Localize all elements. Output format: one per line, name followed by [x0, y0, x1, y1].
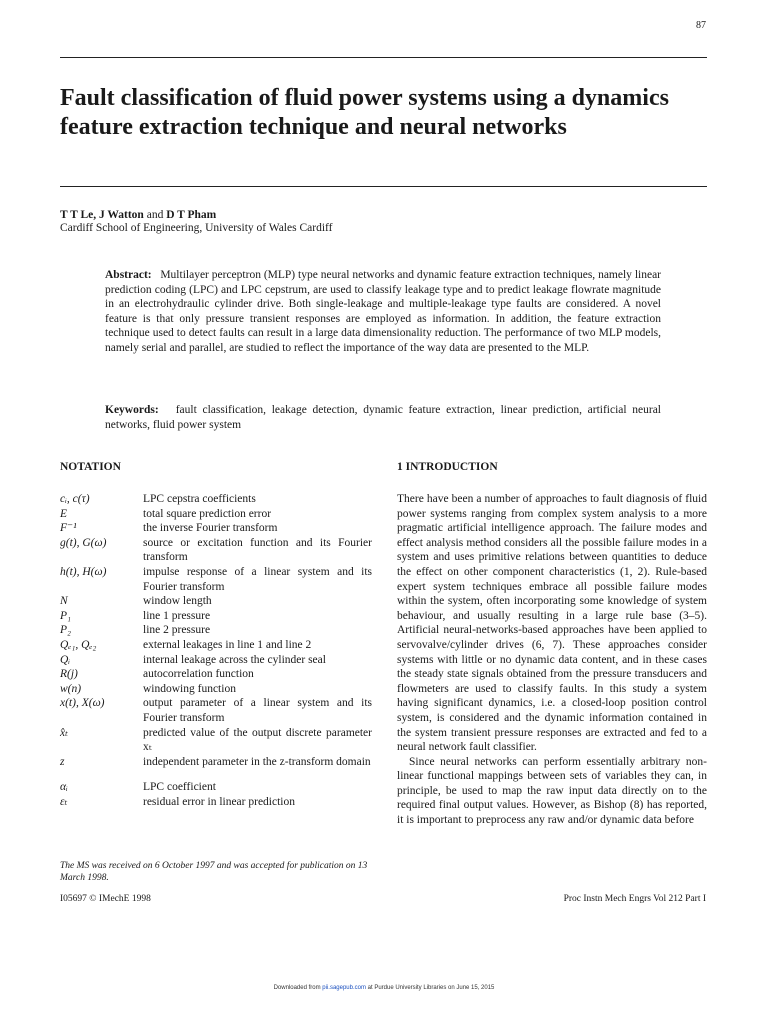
download-link[interactable]: pii.sagepub.com — [322, 985, 366, 991]
notation-symbol: P₂ — [60, 624, 72, 637]
notation-row — [60, 638, 372, 653]
notation-description: window length — [143, 595, 212, 608]
notation-description: impulse response of a linear system and its Fourier transform — [143, 565, 372, 593]
introduction-body — [397, 492, 707, 828]
notation-symbol: cᵢ, c(τ) — [60, 493, 90, 505]
notation-row — [60, 696, 372, 725]
notation-row — [60, 521, 372, 536]
notation-row — [60, 795, 372, 810]
notation-row — [60, 536, 372, 565]
notation-description: predicted value of the output discrete parameter xₜ — [143, 726, 372, 754]
notation-symbol: h(t), H(ω) — [60, 565, 107, 578]
notation-description: windowing function — [143, 682, 236, 695]
notation-description: output parameter of a linear system and its Fourier transform — [143, 697, 372, 724]
title-rule — [60, 186, 707, 187]
authors-last: D T Pham — [166, 209, 217, 221]
top-rule — [60, 57, 707, 58]
notation-row — [60, 780, 372, 795]
keywords-label: Keywords: — [105, 404, 159, 416]
download-suffix: at Purdue University Libraries on June 15, 2015 — [365, 985, 495, 991]
notation-row — [60, 667, 372, 682]
notation-symbol: Qᵢ — [60, 653, 71, 666]
notation-symbol: P₁ — [60, 609, 72, 622]
intro-paragraph-2: Since neural networks can perform essentially arbitrary non-linear functional mappings between sets of variables they can, in principle, be used to map the raw input data directly on to the required final output values. However, as Bishop (8) has reported, it is important to preprocess any raw and/or dynamic data before — [397, 755, 707, 827]
notation-description: source or excitation function and its Fourier transform — [143, 536, 372, 564]
notation-symbol: x(t), X(ω) — [60, 697, 105, 710]
authors-first: T T Le, J Watton — [60, 209, 144, 221]
notation-row — [60, 565, 372, 594]
notation-symbol: w(n) — [60, 682, 82, 695]
notation-description: external leakages in line 1 and line 2 — [143, 638, 312, 651]
notation-heading: NOTATION — [60, 461, 121, 473]
notation-symbol: N — [60, 595, 68, 608]
notation-symbol: E — [60, 507, 68, 520]
notation-row — [60, 623, 372, 638]
notation-description: total square prediction error — [143, 507, 272, 520]
notation-description: internal leakage across the cylinder seal — [143, 653, 326, 666]
paper-title: Fault classification of fluid power systems using a dynamics feature extraction technique and neural networks — [60, 85, 669, 140]
notation-description: LPC cepstra coefficients — [143, 493, 256, 505]
authors-and: and — [143, 209, 167, 221]
received-note: The MS was received on 6 October 1997 and was accepted for publication on 13 March 1998. — [60, 861, 368, 883]
notation-symbol: F⁻¹ — [60, 522, 77, 535]
notation-row — [60, 653, 372, 668]
notation-row — [60, 755, 372, 770]
abstract-text: Multilayer perceptron (MLP) type neural networks and dynamic feature extraction techniques, namely linear prediction coding (LPC) and LPC cepstrum, are used to classify leakage type and to predict leakage flowrate magnitude in an electrohydraulic cylinder drive. Both single-leakage and multiple-leakage type faults are considered. A novel feature is that only pressure transient responses are employed as information. In addition, the feature extraction technique used to detect faults can result in a large data dimensionality reduction. The performance of two MLP models, namely serial and parallel, are studied to reflect the importance of the way data are presented to the MLP. — [105, 269, 662, 354]
notation-symbol: R(j) — [60, 668, 78, 681]
notation-description: LPC coefficient — [143, 781, 216, 794]
notation-row — [60, 594, 372, 609]
notation-row — [60, 507, 372, 522]
notation-description: autocorrelation function — [143, 668, 254, 681]
authors — [60, 208, 216, 223]
intro-heading: 1 INTRODUCTION — [397, 461, 498, 473]
intro-paragraph-1: There have been a number of approaches to fault diagnosis of fluid power systems ranging from complex system analysis to a more pragmatic artificial intelligence approach. The failure modes and effect analysis method considers all the possible failure modes in a system and uses primitive relations between quantities to deduce the effect on other component characteristics (1, 2). Rule-based expert system techniques embrace all possible failure modes within the system, often incorporating some knowledge of system behaviour, and usually resulting in a large rule base (3–5). Artificial neural-networks-based approaches have been applied to servovalve/cylinder drives (6, 7). These approaches consider systems with little or no dynamic data content, and in these cases the steady state signals obtained from the pressure transducers and flowmeters are used to classify faults. In this study a system having significant dynamics, i.e. a closed-loop position control system, is considered and the dynamic information contained in the system transient pressure responses are extracted and fed to a neural network fault classifier. — [397, 493, 707, 754]
notation-row — [60, 492, 372, 507]
notation-row — [60, 726, 372, 755]
notation-symbol: Qₑ₁, Qₑ₂ — [60, 638, 97, 651]
notation-row — [60, 609, 372, 624]
abstract — [105, 268, 661, 356]
notation-description: line 2 pressure — [143, 624, 211, 637]
notation-symbol: g(t), G(ω) — [60, 536, 107, 549]
notation-symbol: x̂ₜ — [60, 726, 68, 739]
notation-list — [60, 492, 372, 809]
keywords-text: fault classification, leakage detection, dynamic feature extraction, linear prediction, artificial neural networks, fluid power system — [105, 404, 662, 431]
notation-symbol: εₜ — [60, 795, 68, 808]
footer-copyright: I05697 © IMechE 1998 — [60, 894, 151, 904]
notation-description: residual error in linear prediction — [143, 795, 295, 808]
notation-row — [60, 682, 372, 697]
notation-description: the inverse Fourier transform — [143, 522, 278, 535]
footer-journal: Proc Instn Mech Engrs Vol 212 Part I — [563, 894, 706, 904]
notation-description: line 1 pressure — [143, 609, 211, 622]
notation-symbol: αᵢ — [60, 781, 68, 794]
notation-symbol: z — [60, 755, 65, 768]
abstract-label: Abstract: — [105, 269, 152, 281]
download-prefix: Downloaded from — [273, 985, 323, 991]
page-number: 87 — [696, 20, 706, 31]
affiliation: Cardiff School of Engineering, University of Wales Cardiff — [60, 222, 333, 234]
notation-description: independent parameter in the z-transform domain — [143, 755, 371, 768]
download-notice — [0, 985, 768, 991]
keywords — [105, 403, 661, 432]
